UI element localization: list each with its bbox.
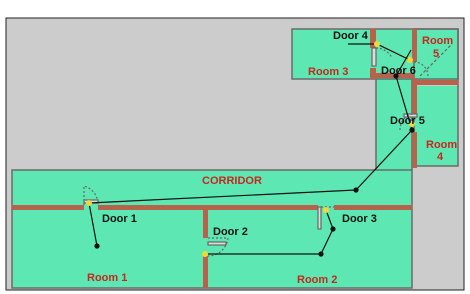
door-label-6: Door 6: [381, 65, 416, 77]
door-label-3: Door 3: [342, 213, 377, 225]
room-label-3: Room 3: [308, 66, 349, 78]
room-label-1: Room 1: [87, 272, 128, 284]
door-label-1: Door 1: [102, 213, 137, 225]
door-label-4: Door 4: [333, 30, 368, 42]
door-label-5: Door 5: [390, 115, 425, 127]
room-label-2: Room 2: [297, 274, 338, 286]
corridor-label: CORRIDOR: [202, 175, 262, 187]
room-label-4-number: 4: [437, 151, 444, 163]
room-label-5-word: Room: [422, 35, 454, 47]
room-label-4-word: Room: [426, 139, 458, 151]
room-label-5-number: 5: [433, 48, 440, 60]
door-label-2: Door 2: [213, 226, 248, 238]
lower-floor: [12, 170, 412, 288]
